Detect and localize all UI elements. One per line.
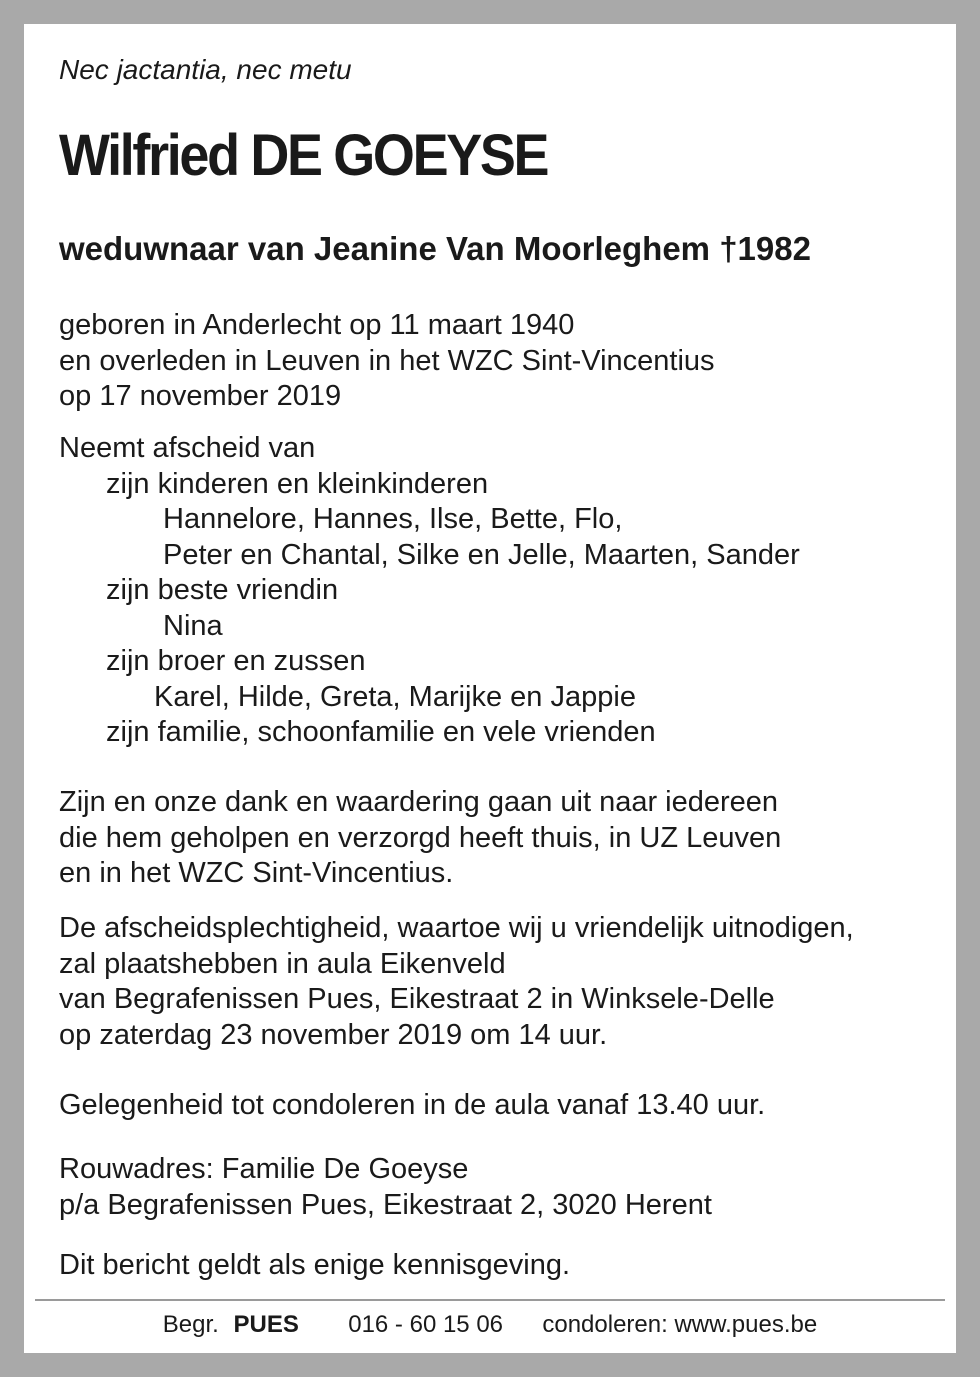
death-date-line: op 17 november 2019 xyxy=(59,380,342,412)
footer-divider xyxy=(35,1299,945,1301)
death-line: en overleden in Leuven in het WZC Sint-Vincentius xyxy=(59,344,715,377)
birth-line: geboren in Anderlecht op 11 maart 1940 xyxy=(59,309,575,341)
children-label: zijn kinderen en kleinkinderen xyxy=(106,467,489,500)
footer-prefix: Begr. xyxy=(162,1311,219,1338)
condolence-line: Gelegenheid tot condoleren in de aula vanaf 13.40 uur. xyxy=(59,1089,766,1121)
ceremony-line: zal plaatshebben in aula Eikenveld xyxy=(59,947,506,980)
farewell-intro: Neemt afscheid van xyxy=(59,432,316,464)
ceremony-line: De afscheidsplechtigheid, waartoe wij u vriendelijk uitnodigen, xyxy=(59,912,854,944)
ceremony-line: van Begrafenissen Pues, Eikestraat 2 in Winksele-Delle xyxy=(59,983,775,1015)
address-line: p/a Begrafenissen Pues, Eikestraat 2, 3020 Herent xyxy=(59,1188,712,1221)
footer xyxy=(24,1311,956,1339)
thanks-block xyxy=(59,785,781,892)
ceremony-block xyxy=(59,911,854,1053)
farewell-block xyxy=(59,431,800,751)
motto: Nec jactantia, nec metu xyxy=(59,54,352,85)
siblings-names: Karel, Hilde, Greta, Marijke en Jappie xyxy=(154,680,636,713)
address-line: Rouwadres: Familie De Goeyse xyxy=(59,1153,469,1185)
footer-phone: 016 - 60 15 06 xyxy=(348,1311,504,1338)
thanks-line: die hem geholpen en verzorgd heeft thuis, in UZ Leuven xyxy=(59,821,782,854)
thanks-line: Zijn en onze dank en waardering gaan uit naar iedereen xyxy=(59,786,779,818)
funeral-home-brand: PUES xyxy=(233,1311,299,1338)
notice-line: Dit bericht geldt als enige kennisgeving. xyxy=(59,1249,571,1281)
siblings-label: zijn broer en zussen xyxy=(106,645,366,677)
friend-name: Nina xyxy=(163,609,223,642)
thanks-line: en in het WZC Sint-Vincentius. xyxy=(59,857,454,889)
footer-website[interactable]: condoleren: www.pues.be xyxy=(542,1311,818,1338)
children-names: Hannelore, Hannes, Ilse, Bette, Flo, xyxy=(163,503,623,535)
deceased-name: Wilfried DE GOEYSE xyxy=(59,123,548,188)
ceremony-line: op zaterdag 23 november 2019 om 14 uur. xyxy=(59,1018,608,1051)
family-label: zijn familie, schoonfamilie en vele vrienden xyxy=(106,716,656,748)
obituary-card xyxy=(24,24,956,1353)
birth-death-block xyxy=(59,308,715,415)
friend-label: zijn beste vriendin xyxy=(106,574,339,606)
widower-line: weduwnaar van Jeanine Van Moorleghem †1982 xyxy=(59,230,811,267)
children-names: Peter en Chantal, Silke en Jelle, Maarten, Sander xyxy=(163,538,800,571)
address-block xyxy=(59,1152,712,1223)
